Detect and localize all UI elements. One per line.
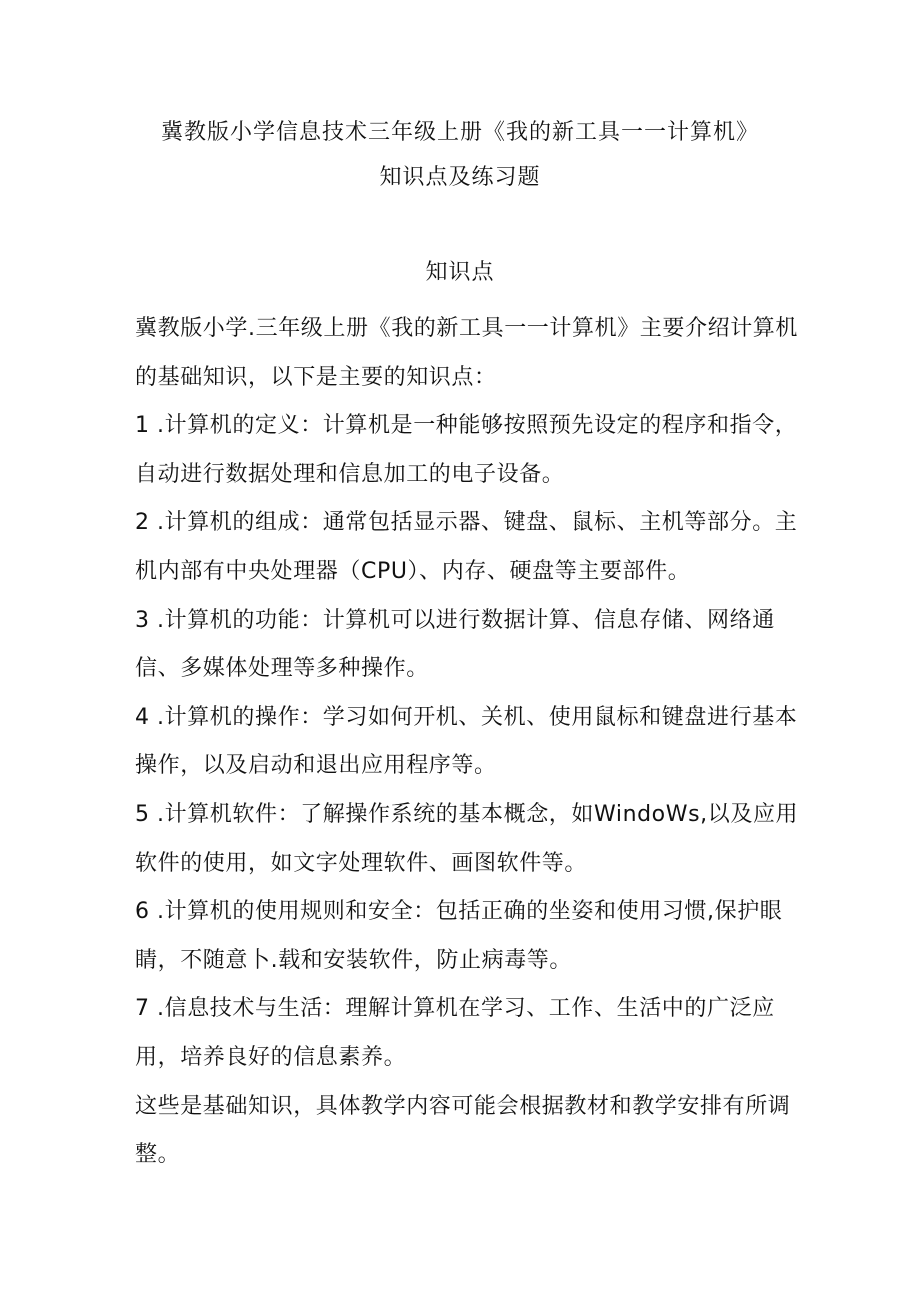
list-item-text: .计算机的组成：通常包括显示器、键盘、鼠标、主机等部分。主机内部有中央处理器（CPU）、内存、硬盘等主要部件。 [135, 510, 798, 584]
list-item-text: .计算机的操作：学习如何开机、关机、使用鼠标和键盘进行基本操作，以及启动和退出应用程序等。 [135, 704, 798, 779]
list-item-text: .计算机软件：了解操作系统的基本概念，如WindoWs,以及应用软件的使用，如文字处理软件、画图软件等。 [135, 801, 799, 876]
document-body [135, 305, 807, 1180]
list-item-number: 1 [135, 413, 150, 439]
document-title-line-1: 冀教版小学信息技术三年级上册《我的新工具一一计算机》 [160, 120, 759, 145]
list-item-number: 2 [135, 510, 150, 536]
list-item-text: .计算机的使用规则和安全：包括正确的坐姿和使用习惯,保护眼睛，不随意卜.载和安装软件，防止病毒等。 [135, 899, 783, 973]
list-item [135, 694, 807, 791]
list-item [135, 791, 807, 888]
list-item-number: 7 [135, 996, 150, 1022]
list-item-number: 5 [135, 801, 150, 827]
list-item-number: 6 [135, 899, 150, 925]
list-item-text: .计算机的功能：计算机可以进行数据计算、信息存储、网络通信、多媒体处理等多种操作。 [135, 607, 775, 682]
list-item-text: .计算机的定义：计算机是一种能够按照预先设定的程序和指令，自动进行数据处理和信息加工的电子设备。 [135, 413, 798, 487]
intro-paragraph: 冀教版小学.三年级上册《我的新工具一一计算机》主要介绍计算机的基础知识，以下是主要的知识点： [135, 316, 798, 390]
list-item [135, 499, 807, 596]
list-item [135, 402, 807, 499]
list-item [135, 985, 807, 1082]
closing-paragraph: 这些是基础知识，具体教学内容可能会根据教材和教学安排有所调整。 [135, 1093, 791, 1168]
section-heading: 知识点 [425, 260, 495, 285]
document-title-line-2: 知识点及练习题 [379, 165, 541, 190]
list-item [135, 888, 807, 985]
list-item [135, 597, 807, 694]
list-item-number: 3 [135, 607, 150, 633]
list-item-text: .信息技术与生活：理解计算机在学习、工作、生活中的广泛应用，培养良好的信息素养。 [135, 996, 775, 1070]
list-item-number: 4 [135, 704, 150, 730]
